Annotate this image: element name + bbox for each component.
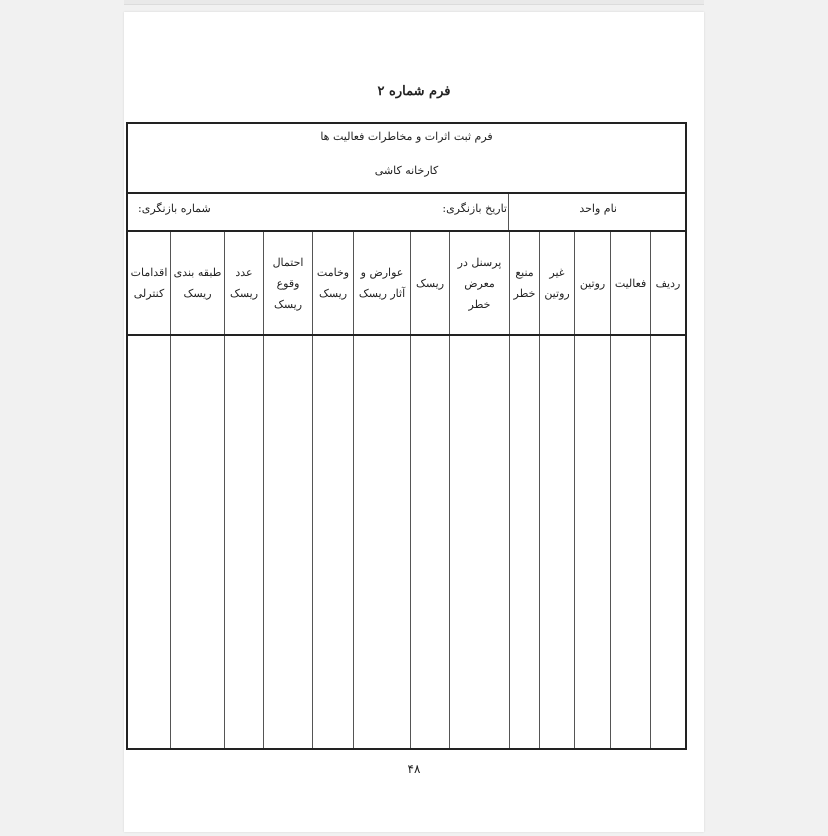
body-column-3[interactable] [574,336,610,748]
column-header-12 [170,232,224,334]
column-header-text: روتین [544,287,570,300]
review-number-label: شماره بازنگری: [138,202,211,215]
review-date-cell [299,194,509,230]
column-header-6 [449,232,509,334]
column-header-text: معرض [464,276,495,290]
body-column-2[interactable] [610,336,650,748]
body-column-1[interactable] [650,336,685,748]
column-header-text: طبقه بندی [173,266,222,279]
column-header-7 [410,232,449,334]
document-page [124,12,704,832]
body-column-6[interactable] [449,336,509,748]
body-column-5[interactable] [509,336,539,748]
previous-page-edge [124,0,704,5]
column-header-text: پرسنل در [457,255,502,269]
column-header-text: آثار ریسک [358,287,406,300]
info-row [128,194,685,232]
body-column-7[interactable] [410,336,449,748]
column-header-text: وخامت [316,266,350,279]
column-header-text: خطر [468,297,491,311]
column-header-9 [312,232,353,334]
column-header-8 [353,232,410,334]
column-header-text: اقدامات [130,266,168,279]
column-header-text: فعالیت [614,276,647,290]
column-header-text: ریسک [273,297,303,311]
column-header-1 [650,232,685,334]
column-header-text: کنترلی [133,287,165,300]
factory-name: کارخانه کاشی [374,164,439,177]
form-header [128,124,685,194]
column-header-text: روتین [579,276,606,290]
column-header-4 [539,232,574,334]
column-header-2 [610,232,650,334]
column-header-11 [224,232,263,334]
column-header-text: عدد [235,266,253,279]
column-header-row [128,232,685,336]
column-header-text: غیر [549,266,565,279]
column-header-text: ریسک [229,287,259,300]
table-body [128,336,685,748]
column-header-text: ریسک [183,287,212,300]
unit-name-cell [508,194,685,230]
unit-name-label: نام واحد [579,202,617,215]
body-column-11[interactable] [224,336,263,748]
body-column-9[interactable] [312,336,353,748]
body-column-12[interactable] [170,336,224,748]
column-header-text: خطر [513,287,536,300]
column-header-text: احتمال [272,255,304,269]
column-header-text: ردیف [655,276,681,290]
review-date-label: تاریخ بازنگری: [442,202,507,215]
column-header-5 [509,232,539,334]
body-column-10[interactable] [263,336,312,748]
body-column-8[interactable] [353,336,410,748]
form-header-title: فرم ثبت اثرات و مخاطرات فعالیت ها [320,130,493,143]
hazard-record-form-table [126,122,687,750]
column-header-3 [574,232,610,334]
column-header-text: منبع [515,266,534,279]
form-title: فرم شماره ۲ [377,84,451,99]
column-header-text: ریسک [415,276,445,290]
page-number: ۴۸ [407,762,421,776]
column-header-10 [263,232,312,334]
column-header-text: عوارض و [360,266,404,279]
body-column-13[interactable] [128,336,170,748]
body-column-4[interactable] [539,336,574,748]
review-number-cell [128,194,298,230]
column-header-text: ریسک [318,287,348,300]
column-header-text: وقوع [276,276,300,290]
column-header-13 [128,232,170,334]
